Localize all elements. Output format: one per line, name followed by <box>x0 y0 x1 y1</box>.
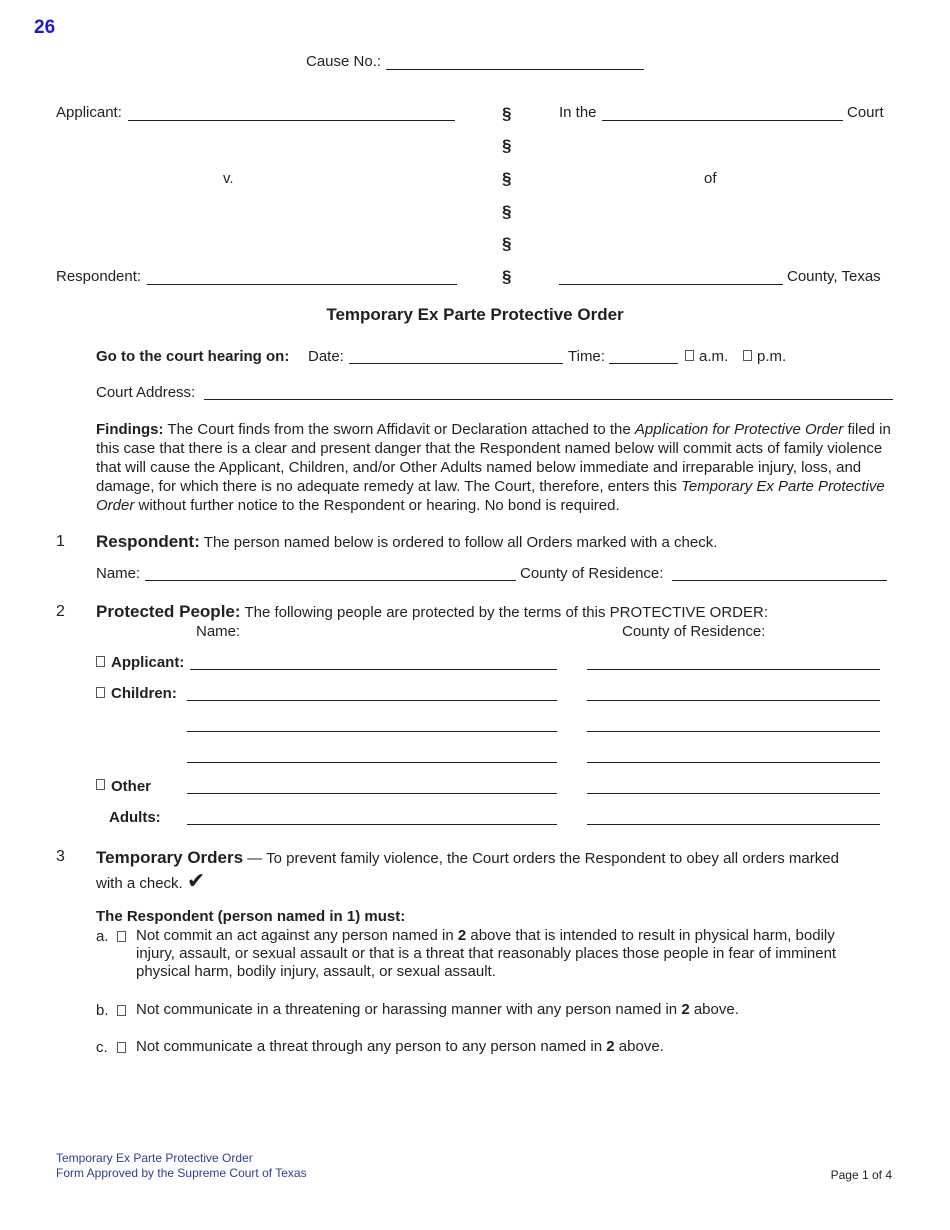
respondent-name-field[interactable] <box>145 580 516 581</box>
court-name-field[interactable] <box>602 120 843 121</box>
court-address-label: Court Address: <box>96 384 196 401</box>
order-item-letter: c. <box>96 1039 108 1056</box>
findings-text: filed in this case that there is a clear and present danger that the Respondent named below will commit acts of family violence that will cause the Applicant, Children, and/or Other Adults named below immediate and irreparable injury, loss, and damage, for which there is no adequate remedy at law. The Court, therefore, enters this <box>96 421 891 495</box>
section-symbol: § <box>502 169 512 188</box>
section-number: 2 <box>56 603 65 620</box>
document-title: Temporary Ex Parte Protective Order <box>326 305 624 324</box>
court-address-field[interactable] <box>204 399 893 400</box>
section-symbol: § <box>502 267 512 286</box>
footer-form-title: Temporary Ex Parte Protective Order <box>56 1151 253 1165</box>
section-heading: Respondent: <box>96 532 200 551</box>
order-item-text <box>136 927 876 981</box>
am-label: a.m. <box>699 348 729 365</box>
order-text: above that is intended to result in physical harm, bodily injury, assault, or sexual assault or that is a threat that reasonably places those people in fear of imminent physical harm, bodily injury, assault, or sexual assault. <box>136 927 837 980</box>
order-ref-number: 2 <box>457 927 467 944</box>
cause-no-label: Cause No.: <box>306 53 382 70</box>
applicant-caption-label: Applicant: <box>56 104 122 121</box>
order-text: Not commit an act against any person named in <box>136 927 454 944</box>
order-item-text <box>136 1001 876 1019</box>
child-name-field[interactable] <box>187 731 557 732</box>
county-field[interactable] <box>559 284 783 285</box>
adult-county-field[interactable] <box>587 824 880 825</box>
page-badge: 26 <box>34 17 56 38</box>
order-c-checkbox[interactable] <box>117 1042 126 1053</box>
protected-applicant-county-field[interactable] <box>587 669 880 670</box>
order-ref-number: 2 <box>606 1038 615 1055</box>
child-county-field[interactable] <box>587 731 880 732</box>
adult-name-field[interactable] <box>187 824 557 825</box>
respondent-caption-label: Respondent: <box>56 268 142 285</box>
am-checkbox[interactable] <box>685 350 694 361</box>
hearing-label: Go to the court hearing on: <box>96 348 290 365</box>
check-mark-icon: ✔ <box>186 868 206 893</box>
applicant-checkbox[interactable] <box>96 656 105 667</box>
cause-no-field[interactable] <box>386 69 644 70</box>
child-county-field[interactable] <box>587 700 880 701</box>
section-symbol: § <box>502 104 512 123</box>
page-number: Page 1 of 4 <box>830 1168 892 1182</box>
order-item-letter: a. <box>96 928 109 945</box>
section-symbol: § <box>502 234 512 253</box>
child-county-field[interactable] <box>587 762 880 763</box>
section-heading: Protected People: <box>96 602 241 621</box>
section-text: The following people are protected by the terms of this PROTECTIVE ORDER: <box>244 604 769 621</box>
findings-italic: Application for Protective Order <box>634 421 844 438</box>
pm-label: p.m. <box>757 348 787 365</box>
must-heading: The Respondent (person named in 1) must: <box>96 908 406 925</box>
order-text: above. <box>693 1001 739 1018</box>
section-symbol: § <box>502 202 512 221</box>
findings-label: Findings: <box>96 421 164 438</box>
protected-applicant-name-field[interactable] <box>190 669 557 670</box>
applicant-caption-field[interactable] <box>128 120 455 121</box>
of-label: of <box>704 170 717 187</box>
time-field[interactable] <box>609 363 678 364</box>
date-label: Date: <box>308 348 344 365</box>
section-2-heading-line <box>96 602 768 622</box>
respondent-county-field[interactable] <box>672 580 887 581</box>
county-texas-label: County, Texas <box>787 268 881 285</box>
child-name-field[interactable] <box>187 700 557 701</box>
pm-checkbox[interactable] <box>743 350 752 361</box>
section-1-heading-line <box>96 532 717 552</box>
order-text: above. <box>618 1038 664 1055</box>
time-label: Time: <box>568 348 605 365</box>
findings-text: without further notice to the Respondent or hearing. No bond is required. <box>138 497 620 514</box>
in-the-label: In the <box>559 104 597 121</box>
protected-applicant-label: Applicant: <box>111 654 185 671</box>
respondent-name-label: Name: <box>96 565 141 582</box>
order-a-checkbox[interactable] <box>117 931 126 942</box>
findings-paragraph <box>96 420 896 515</box>
section-3-intro <box>96 847 866 895</box>
versus-label: v. <box>223 170 234 187</box>
child-name-field[interactable] <box>187 762 557 763</box>
adult-name-field[interactable] <box>187 793 557 794</box>
protected-adults-label: Adults: <box>109 809 161 826</box>
court-label: Court <box>847 104 884 121</box>
adult-county-field[interactable] <box>587 793 880 794</box>
section-symbol: § <box>502 136 512 155</box>
section-heading: Temporary Orders <box>96 848 244 867</box>
findings-italic: Temporary Ex Parte Protective Order <box>96 478 885 514</box>
protected-other-label: Other <box>111 778 152 795</box>
order-text: Not communicate in a threatening or harassing manner with any person named in <box>136 1001 678 1018</box>
respondent-caption-field[interactable] <box>147 284 457 285</box>
section-text: The person named below is ordered to follow all Orders marked with a check. <box>203 534 718 551</box>
order-b-checkbox[interactable] <box>117 1005 126 1016</box>
respondent-county-label: County of Residence: <box>520 565 664 582</box>
column-header-county: County of Residence: <box>622 623 766 640</box>
footer-approval: Form Approved by the Supreme Court of Texas <box>56 1166 307 1180</box>
protected-children-label: Children: <box>111 685 177 702</box>
other-adults-checkbox[interactable] <box>96 779 105 790</box>
order-item-letter: b. <box>96 1002 109 1019</box>
column-header-name: Name: <box>196 623 241 640</box>
order-ref-number: 2 <box>681 1001 690 1018</box>
section-number: 1 <box>56 533 65 550</box>
children-checkbox[interactable] <box>96 687 105 698</box>
section-text: — To prevent family violence, the Court orders the Respondent to obey all orders marked with a check. <box>96 850 839 892</box>
order-text: Not communicate a threat through any person to any person named in <box>136 1038 603 1055</box>
date-field[interactable] <box>349 363 563 364</box>
findings-text: The Court finds from the sworn Affidavit or Declaration attached to the <box>167 421 631 438</box>
order-item-text <box>136 1038 876 1056</box>
section-number: 3 <box>56 848 65 865</box>
